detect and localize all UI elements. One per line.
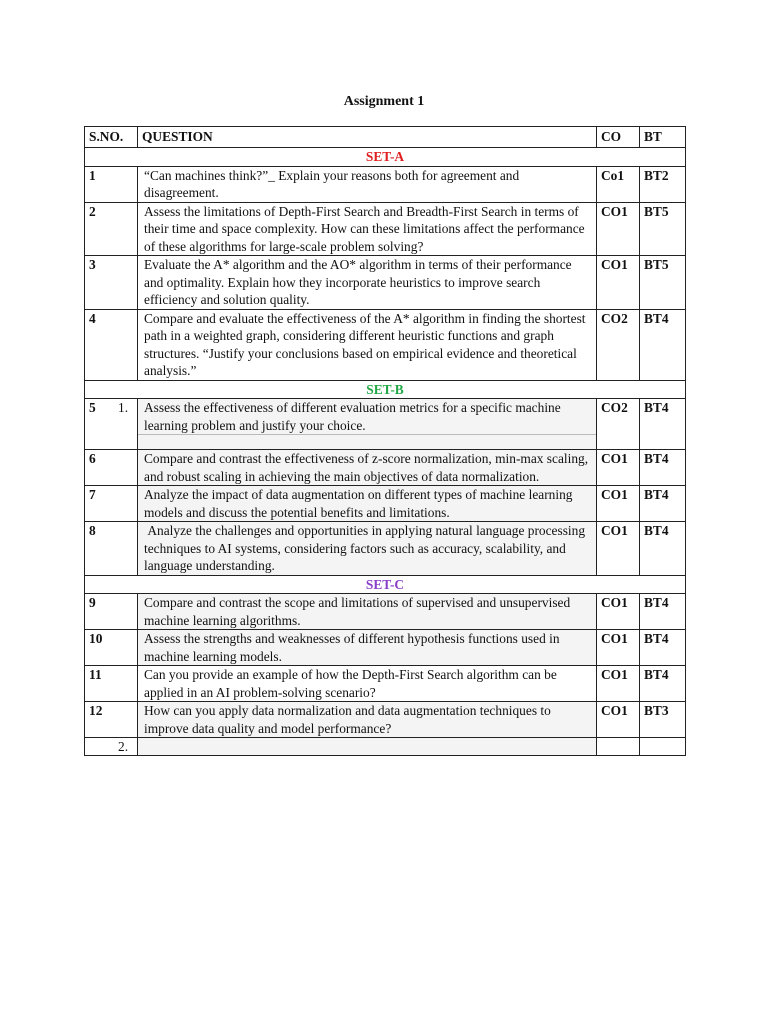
co-cell: CO2 [597,399,640,450]
table-row [85,166,686,202]
header-question: QUESTION [138,127,597,148]
table-row [85,630,686,666]
table-row [85,522,686,576]
set-c-label: SET-C [85,575,686,594]
bt-cell: BT4 [640,450,686,486]
co-cell: CO1 [597,486,640,522]
table-row [85,256,686,310]
bt-cell: BT4 [640,666,686,702]
question-cell [118,399,597,450]
question-cell: Compare and contrast the effectiveness of z-score normalization, min-max scaling, and robust scaling in achieving the main objectives of data normalization. [138,450,597,486]
co-cell: CO1 [597,702,640,738]
question-cell: Assess the strengths and weaknesses of different hypothesis functions used in machine learning models. [138,630,597,666]
header-co: CO [597,127,640,148]
question-cell [118,738,597,756]
bt-cell: BT4 [640,522,686,576]
bt-cell: BT5 [640,202,686,256]
sno-cell [85,738,138,756]
sno-cell: 7 [85,486,138,522]
page-title: Assignment 1 [343,94,425,109]
question-cell: Analyze the challenges and opportunities in applying natural language processing techniques to AI systems, considering factors such as accuracy, scalability, and language understanding. [138,522,597,576]
table-row [85,399,686,450]
set-c-row [85,575,686,594]
bt-cell: BT4 [640,309,686,380]
bt-cell: BT2 [640,166,686,202]
question-cell: Assess the limitations of Depth-First Search and Breadth-First Search in terms of their time and space complexity. How can these limitations affect the performance of these algorithms for large-scale problem solving? [138,202,597,256]
empty-row [85,738,686,756]
sno-cell: 12 [85,702,138,738]
assignment-table [84,126,686,756]
co-cell: CO1 [597,594,640,630]
question-cell: “Can machines think?”_ Explain your reasons both for agreement and disagreement. [138,166,597,202]
sno-cell: 6 [85,450,138,486]
co-cell: CO1 [597,522,640,576]
table-row [85,202,686,256]
bt-cell: BT4 [640,399,686,450]
bt-cell: BT4 [640,594,686,630]
co-cell: CO1 [597,666,640,702]
co-cell: CO1 [597,202,640,256]
bt-cell: BT4 [640,630,686,666]
set-b-label: SET-B [85,380,686,399]
bt-cell: BT3 [640,702,686,738]
set-a-label: SET-A [85,148,686,167]
table-header-row [85,127,686,148]
sno-cell: 2 [85,202,138,256]
co-cell: CO2 [597,309,640,380]
question-cell: How can you apply data normalization and data augmentation techniques to improve data quality and model performance? [138,702,597,738]
table-row [85,594,686,630]
table-row [85,309,686,380]
bt-cell [640,738,686,756]
co-cell: CO1 [597,256,640,310]
divider [138,434,596,449]
co-cell: Co1 [597,166,640,202]
question-cell: Compare and evaluate the effectiveness of the A* algorithm in finding the shortest path in a weighted graph, considering different heuristic functions and graph structures. “Justify your conclusions based on empirical evidence and theoretical analysis.” [138,309,597,380]
header-bt: BT [640,127,686,148]
set-a-row [85,148,686,167]
question-text: Assess the effectiveness of different evaluation metrics for a specific machine learning problem and justify your choice. [144,400,561,433]
co-cell: CO1 [597,450,640,486]
question-cell: Analyze the impact of data augmentation on different types of machine learning models and discuss the potential benefits and limitations. [138,486,597,522]
sno-cell: 5 [85,399,138,450]
bt-cell: BT5 [640,256,686,310]
co-cell [597,738,640,756]
header-sno: S.NO. [85,127,138,148]
table-row [85,666,686,702]
table-row [85,450,686,486]
sno-cell: 3 [85,256,138,310]
sno-cell: 11 [85,666,138,702]
question-cell: Compare and contrast the scope and limitations of supervised and unsupervised machine learning algorithms. [138,594,597,630]
question-cell: Can you provide an example of how the Depth-First Search algorithm can be applied in an AI problem-solving scenario? [138,666,597,702]
sno-cell: 1 [85,166,138,202]
table-row [85,486,686,522]
sno-cell: 8 [85,522,138,576]
sno-cell: 9 [85,594,138,630]
sno-cell: 4 [85,309,138,380]
list-marker: 2. [118,739,129,754]
set-b-row [85,380,686,399]
sno-cell: 10 [85,630,138,666]
co-cell: CO1 [597,630,640,666]
question-cell: Evaluate the A* algorithm and the AO* algorithm in terms of their performance and optimality. Explain how they incorporate heuristics to improve search efficiency and solution quality. [138,256,597,310]
table-row [85,702,686,738]
list-marker: 1. [118,400,129,415]
bt-cell: BT4 [640,486,686,522]
